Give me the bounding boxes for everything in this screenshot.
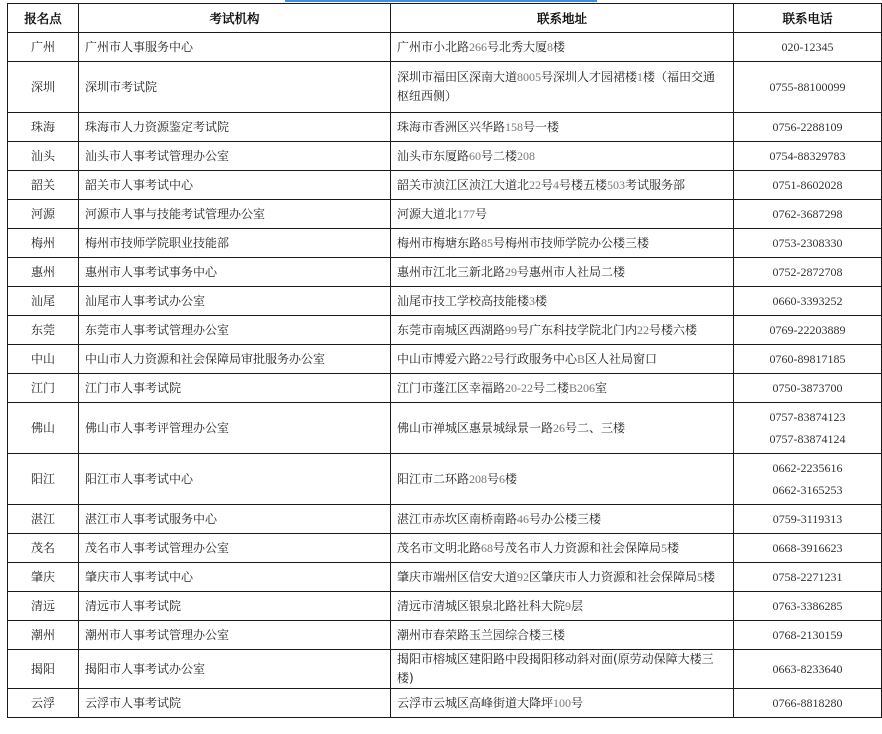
address-cell: 揭阳市榕城区建阳路中段揭阳移动斜对面(原劳动保障大楼三楼): [391, 650, 734, 689]
phone-number: 0757-83874124: [769, 432, 846, 446]
phone-number: 0755-88100099: [769, 80, 846, 94]
org-cell: 清远市人事考试院: [79, 592, 391, 621]
phone-number: 0752-2872708: [772, 265, 843, 279]
address-cell: 江门市蓬江区幸福路20-22号二楼B206室: [391, 374, 734, 403]
table-row: [8, 454, 882, 505]
phone-cell: [734, 287, 882, 316]
phone-cell: [734, 142, 882, 171]
address-cell: 韶关市浈江区浈江大道北22号4号楼五楼503考试服务部: [391, 171, 734, 200]
phone-number: 0660-3393252: [772, 294, 843, 308]
org-cell: 汕头市人事考试管理办公室: [79, 142, 391, 171]
phone-number: 0754-88329783: [769, 149, 846, 163]
table-row: [8, 229, 882, 258]
city-cell: 河源: [8, 200, 79, 229]
city-cell: 梅州: [8, 229, 79, 258]
address-cell: 肇庆市端州区信安大道92区肇庆市人力资源和社会保障局5楼: [391, 563, 734, 592]
phone-cell: [734, 403, 882, 454]
org-cell: 东莞市人事考试管理办公室: [79, 316, 391, 345]
org-cell: 佛山市人事考评管理办公室: [79, 403, 391, 454]
table-row: [8, 403, 882, 454]
phone-number: 0759-3119313: [772, 512, 843, 526]
phone-number: 0762-3687298: [772, 207, 843, 221]
city-cell: 广州: [8, 33, 79, 62]
exam-sites-table: [7, 3, 882, 718]
table-row: [8, 62, 882, 113]
phone-cell: [734, 229, 882, 258]
table-row: [8, 142, 882, 171]
table-row: [8, 563, 882, 592]
org-cell: 肇庆市人事考试中心: [79, 563, 391, 592]
table-row: [8, 287, 882, 316]
phone-cell: [734, 345, 882, 374]
address-cell: 珠海市香洲区兴华路158号一楼: [391, 113, 734, 142]
address-cell: 中山市博爱六路22号行政服务中心B区人社局窗口: [391, 345, 734, 374]
table-row: [8, 505, 882, 534]
city-cell: 东莞: [8, 316, 79, 345]
phone-cell: [734, 62, 882, 113]
address-cell: 佛山市禅城区惠景城绿景一路26号二、三楼: [391, 403, 734, 454]
phone-number: 0768-2130159: [772, 628, 843, 642]
table-row: [8, 200, 882, 229]
header-org: 考试机构: [79, 4, 391, 33]
table-row: [8, 33, 882, 62]
phone-number: 0663-8233640: [772, 662, 843, 676]
org-cell: 江门市人事考试院: [79, 374, 391, 403]
city-cell: 珠海: [8, 113, 79, 142]
city-cell: 茂名: [8, 534, 79, 563]
phone-number: 0763-3386285: [772, 599, 843, 613]
phone-cell: [734, 650, 882, 689]
org-cell: 惠州市人事考试事务中心: [79, 258, 391, 287]
city-cell: 深圳: [8, 62, 79, 113]
header-phone: 联系电话: [734, 4, 882, 33]
org-cell: 中山市人力资源和社会保障局审批服务办公室: [79, 345, 391, 374]
org-cell: 云浮市人事考试院: [79, 689, 391, 718]
org-cell: 河源市人事与技能考试管理办公室: [79, 200, 391, 229]
top-accent-bar: [285, 0, 597, 2]
address-cell: 梅州市梅塘东路85号梅州市技师学院办公楼三楼: [391, 229, 734, 258]
phone-cell: [734, 258, 882, 287]
phone-cell: [734, 171, 882, 200]
org-cell: 梅州市技师学院职业技能部: [79, 229, 391, 258]
address-cell: 惠州市江北三新北路29号惠州市人社局二楼: [391, 258, 734, 287]
org-cell: 深圳市考试院: [79, 62, 391, 113]
phone-number: 0758-2271231: [772, 570, 843, 584]
phone-number: 0766-8818280: [772, 696, 843, 710]
address-cell: 广州市小北路266号北秀大厦8楼: [391, 33, 734, 62]
address-cell: 深圳市福田区深南大道8005号深圳人才园裙楼1楼（福田交通枢纽西侧）: [391, 62, 734, 113]
city-cell: 韶关: [8, 171, 79, 200]
phone-number: 0662-3165253: [772, 483, 843, 497]
phone-number: 0753-2308330: [772, 236, 843, 250]
table-row: [8, 113, 882, 142]
city-cell: 中山: [8, 345, 79, 374]
city-cell: 惠州: [8, 258, 79, 287]
header-city: 报名点: [8, 4, 79, 33]
phone-number: 0662-2235616: [772, 461, 843, 475]
table-row: [8, 374, 882, 403]
city-cell: 湛江: [8, 505, 79, 534]
phone-cell: [734, 621, 882, 650]
phone-number: 0756-2288109: [772, 120, 843, 134]
city-cell: 揭阳: [8, 650, 79, 689]
table-row: [8, 592, 882, 621]
org-cell: 茂名市人事考试管理办公室: [79, 534, 391, 563]
org-cell: 珠海市人力资源鉴定考试院: [79, 113, 391, 142]
phone-cell: [734, 33, 882, 62]
header-address: 联系地址: [391, 4, 734, 33]
table-row: [8, 621, 882, 650]
city-cell: 阳江: [8, 454, 79, 505]
phone-cell: [734, 563, 882, 592]
phone-cell: [734, 505, 882, 534]
phone-cell: [734, 534, 882, 563]
phone-cell: [734, 316, 882, 345]
table-row: [8, 258, 882, 287]
city-cell: 汕尾: [8, 287, 79, 316]
phone-cell: [734, 592, 882, 621]
phone-number: 0668-3916623: [772, 541, 843, 555]
org-cell: 广州市人事服务中心: [79, 33, 391, 62]
address-cell: 河源大道北177号: [391, 200, 734, 229]
address-cell: 湛江市赤坎区南桥南路46号办公楼三楼: [391, 505, 734, 534]
city-cell: 清远: [8, 592, 79, 621]
org-cell: 阳江市人事考试中心: [79, 454, 391, 505]
org-cell: 揭阳市人事考试办公室: [79, 650, 391, 689]
table-row: [8, 171, 882, 200]
org-cell: 湛江市人事考试服务中心: [79, 505, 391, 534]
address-cell: 茂名市文明北路68号茂名市人力资源和社会保障局5楼: [391, 534, 734, 563]
table-row: [8, 689, 882, 718]
phone-number: 020-12345: [781, 40, 834, 54]
address-cell: 汕头市东厦路60号二楼208: [391, 142, 734, 171]
city-cell: 云浮: [8, 689, 79, 718]
city-cell: 汕头: [8, 142, 79, 171]
city-cell: 潮州: [8, 621, 79, 650]
phone-number: 0769-22203889: [769, 323, 846, 337]
table-row: [8, 316, 882, 345]
phone-cell: [734, 374, 882, 403]
address-cell: 潮州市春荣路玉兰园综合楼三楼: [391, 621, 734, 650]
phone-cell: [734, 454, 882, 505]
table-row: [8, 534, 882, 563]
city-cell: 佛山: [8, 403, 79, 454]
table-row: [8, 345, 882, 374]
phone-cell: [734, 113, 882, 142]
phone-cell: [734, 200, 882, 229]
org-cell: 汕尾市人事考试办公室: [79, 287, 391, 316]
address-cell: 汕尾市技工学校高技能楼3楼: [391, 287, 734, 316]
phone-number: 0757-83874123: [769, 410, 846, 424]
address-cell: 云浮市云城区高峰街道大降坪100号: [391, 689, 734, 718]
phone-number: 0751-8602028: [772, 178, 843, 192]
city-cell: 肇庆: [8, 563, 79, 592]
table-row: [8, 650, 882, 689]
phone-cell: [734, 689, 882, 718]
phone-number: 0750-3873700: [772, 381, 843, 395]
address-cell: 阳江市二环路208号6楼: [391, 454, 734, 505]
city-cell: 江门: [8, 374, 79, 403]
org-cell: 潮州市人事考试管理办公室: [79, 621, 391, 650]
address-cell: 清远市清城区银泉北路社科大院9层: [391, 592, 734, 621]
address-cell: 东莞市南城区西湖路99号广东科技学院北门内22号楼六楼: [391, 316, 734, 345]
org-cell: 韶关市人事考试中心: [79, 171, 391, 200]
table-header-row: [8, 4, 882, 33]
phone-number: 0760-89817185: [769, 352, 846, 366]
